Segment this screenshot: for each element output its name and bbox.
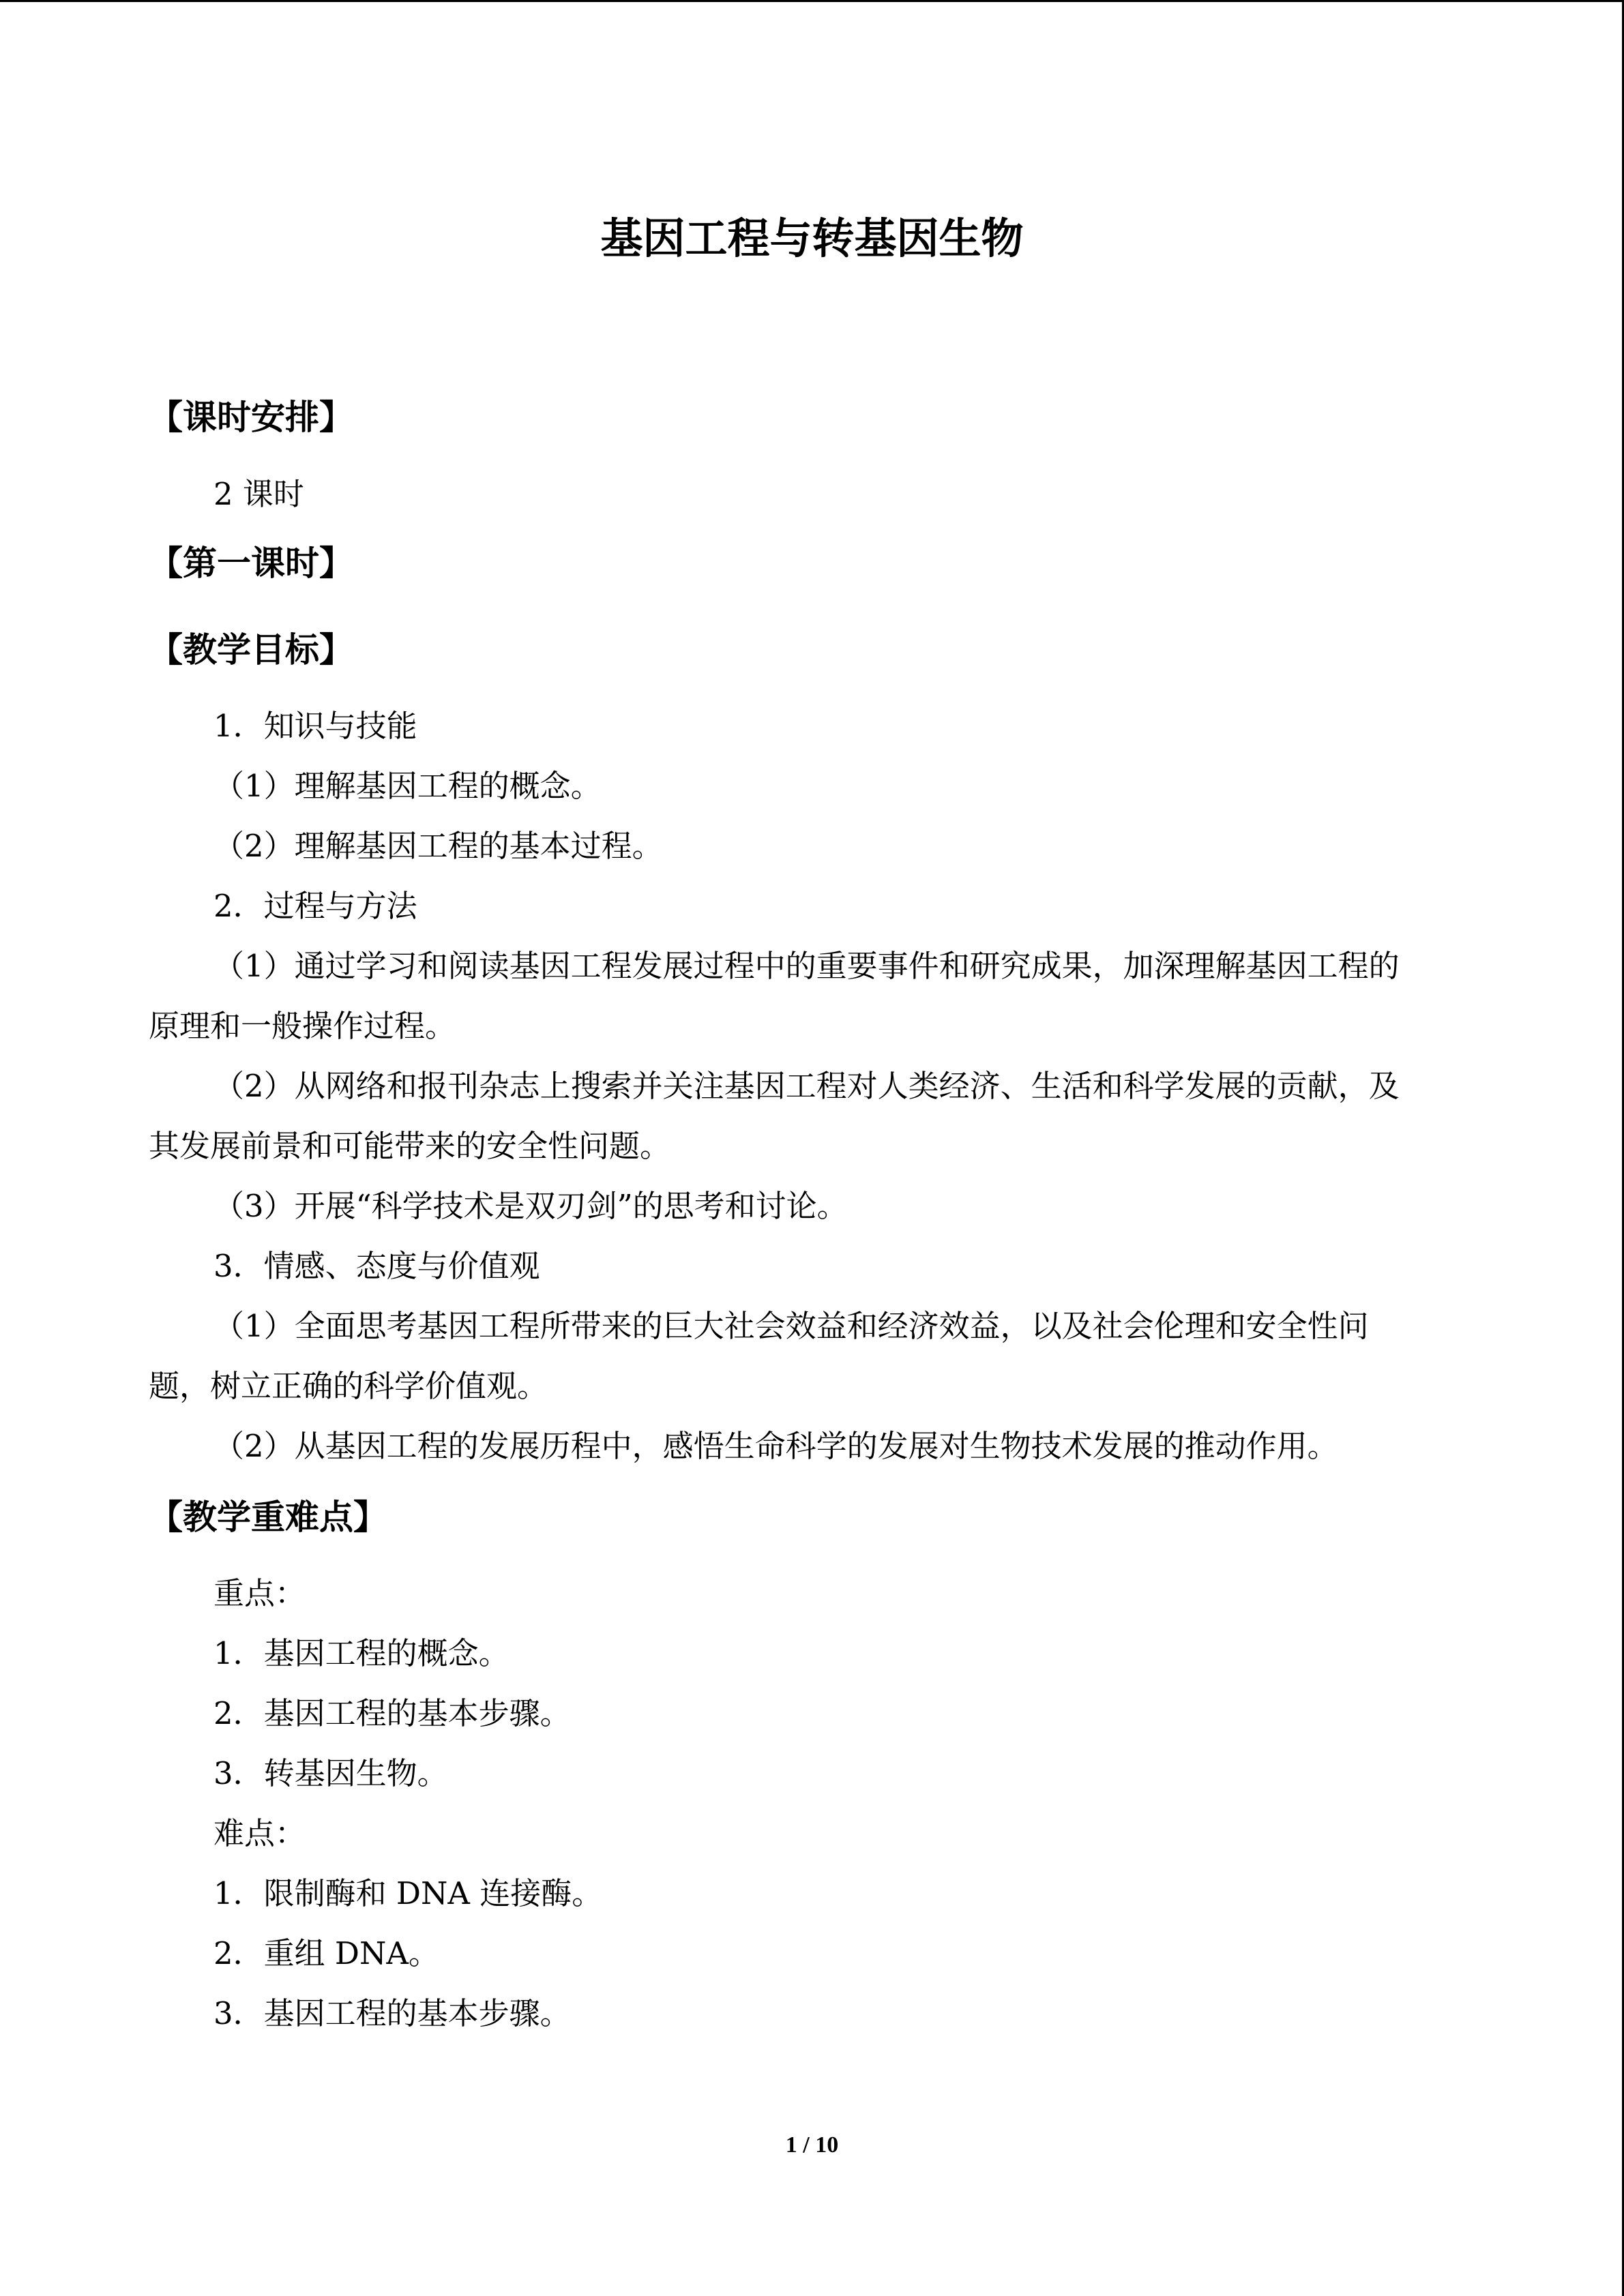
keypoint-item: 2．基因工程的基本步骤。 <box>213 1695 571 1731</box>
goal-item: 2．过程与方法 <box>213 888 417 924</box>
goal-subitem: （1）全面思考基因工程所带来的巨大社会效益和经济效益，以及社会伦理和安全性问 <box>213 1308 1369 1344</box>
keypoint-item: 1．基因工程的概念。 <box>213 1635 510 1671</box>
goal-subitem: （1）通过学习和阅读基因工程发展过程中的重要事件和研究成果，加深理解基因工程的 <box>213 948 1400 984</box>
difficulty-item: 3．基因工程的基本步骤。 <box>213 1995 571 2031</box>
goal-item: 3．情感、态度与价值观 <box>213 1248 540 1284</box>
heading-keypoints: 【教学重难点】 <box>149 1497 387 1537</box>
page-border-top <box>0 0 1624 2</box>
difficulty-item: 1．限制酶和 DNA 连接酶。 <box>213 1875 603 1911</box>
schedule-value: 2 课时 <box>213 476 304 512</box>
goal-subitem: （1）理解基因工程的概念。 <box>213 768 602 804</box>
difficulty-label: 难点： <box>213 1815 306 1851</box>
goal-subitem-cont: 题，树立正确的科学价值观。 <box>149 1368 548 1404</box>
goal-subitem: （2）从网络和报刊杂志上搜索并关注基因工程对人类经济、生活和科学发展的贡献，及 <box>213 1068 1400 1104</box>
page-number: 1 / 10 <box>785 2132 839 2158</box>
keypoint-label: 重点： <box>213 1575 306 1611</box>
heading-goals: 【教学目标】 <box>149 630 353 670</box>
heading-schedule: 【课时安排】 <box>149 398 353 437</box>
goal-item: 1．知识与技能 <box>213 708 417 744</box>
goal-subitem: （2）从基因工程的发展历程中，感悟生命科学的发展对生物技术发展的推动作用。 <box>213 1428 1338 1464</box>
goal-subitem-cont: 原理和一般操作过程。 <box>149 1008 456 1044</box>
difficulty-item: 2．重组 DNA。 <box>213 1935 439 1971</box>
heading-first-lesson: 【第一课时】 <box>149 543 353 583</box>
keypoint-item: 3．转基因生物。 <box>213 1755 448 1791</box>
goal-subitem: （2）理解基因工程的基本过程。 <box>213 828 663 864</box>
document-title: 基因工程与转基因生物 <box>600 213 1024 263</box>
goal-subitem-cont: 其发展前景和可能带来的安全性问题。 <box>149 1128 671 1164</box>
goal-subitem: （3）开展“科学技术是双刃剑”的思考和讨论。 <box>213 1188 848 1224</box>
